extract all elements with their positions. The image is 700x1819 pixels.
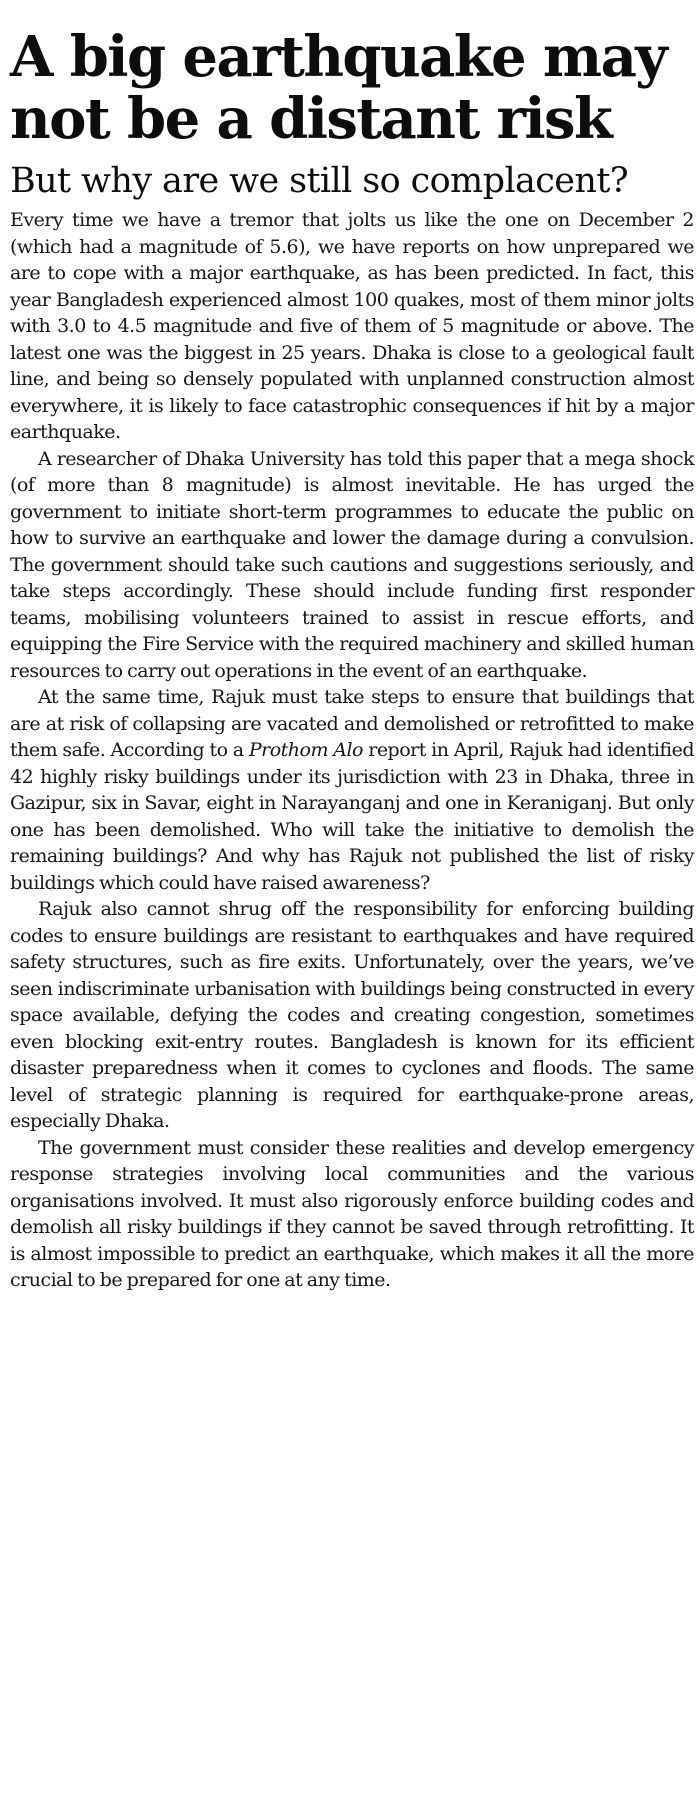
paragraph-1: Every time we have a tremor that jolts us like the one on December 2 (which had a magnitude of 5.6), we have reports on how unprepared we are to cope with a major earthquake, as has been predicted. In fact, this year Bangladesh experienced almost 100 quakes, most of them minor jolts with 3.0 to 4.5 magnitude and five of them of 5 magnitude or above. The latest one was the biggest in 25 years. Dhaka is close to a geological fault line, and being so densely populated with unplanned construction almost everywhere, it is likely to face catastrophic consequences if hit by a major earthquake. (10, 209, 694, 443)
publication-name: Prothom Alo (248, 739, 363, 761)
subheadline: But why are we still so complacent? (10, 161, 628, 201)
paragraph-3 (10, 684, 694, 896)
paragraph-4: Rajuk also cannot shrug off the responsibility for enforcing building codes to ensure buildings are resistant to earthquakes and have required safety structures, such as fire exits. Unfortunately, over the years, we’ve seen indiscriminate urbanisation with buildings being constructed in every space available, defying the codes and creating congestion, sometimes even blocking exit-entry routes. Bangladesh is known for its efficient disaster preparedness when it comes to cyclones and floods. The same level of strategic planning is required for earthquake-prone areas, especially Dhaka. (10, 898, 694, 1132)
headline: A big earthquake may not be a distant risk (10, 24, 667, 152)
paragraph-3-text-before: At the same time, Rajuk must take steps to ensure that buildings that are at risk of collapsing are vacated and demolished or retrofitted to make them safe. According to a (10, 686, 694, 761)
paragraph-5: The government must consider these realities and develop emergency response strategies involving local communities and the various organisations involved. It must also rigorously enforce building codes and demolish all risky buildings if they cannot be saved through retrofitting. It is almost impossible to predict an earthquake, which makes it all the more crucial to be prepared for one at any time. (10, 1136, 694, 1291)
article-body (10, 207, 694, 1294)
editorial-article (10, 26, 694, 1294)
paragraph-3-text-after: report in April, Rajuk had identified 42 highly risky buildings under its jurisdiction with 23 in Dhaka, three in Gazipur, six in Savar, eight in Narayanganj and one in Keraniganj. But only one has been demolished. Who will take the initiative to demolish the remaining buildings? And why has Rajuk not published the list of risky buildings which could have raised awareness? (10, 739, 694, 894)
paragraph-2: A researcher of Dhaka University has told this paper that a mega shock (of more than 8 magnitude) is almost inevitable. He has urged the government to initiate short-term programmes to educate the public on how to survive an earthquake and lower the damage during a convulsion. The government should take such cautions and suggestions seriously, and take steps accordingly. These should include funding first responder teams, mobilising volunteers trained to assist in rescue efforts, and equipping the Fire Service with the required machinery and skilled human resources to carry out operations in the event of an earthquake. (10, 447, 694, 682)
